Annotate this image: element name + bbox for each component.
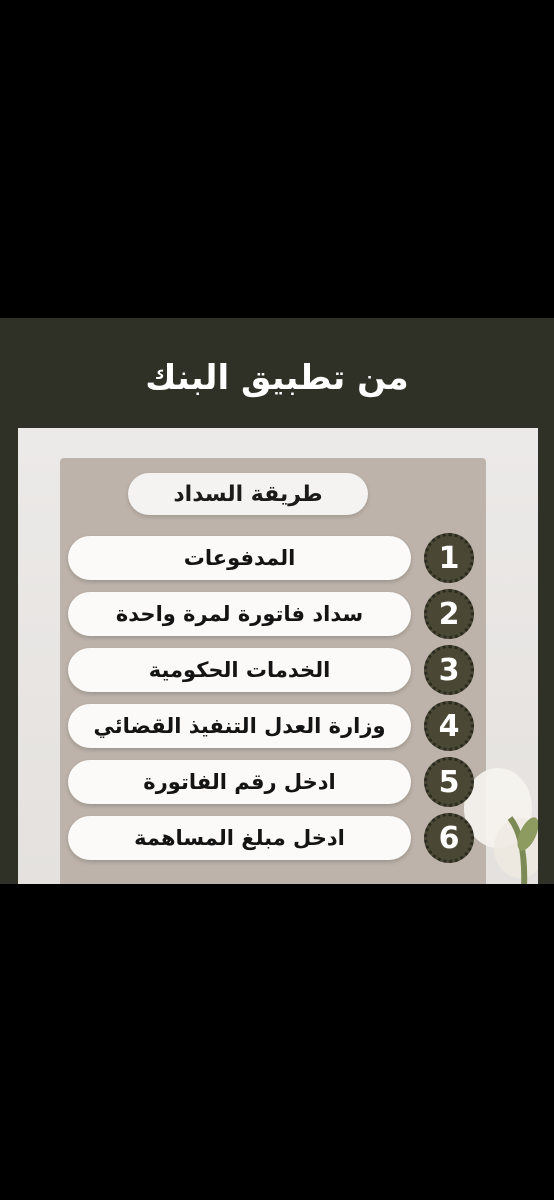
step-number: 5 <box>438 764 460 800</box>
step-text: سداد فاتورة لمرة واحدة <box>68 592 411 636</box>
step-row-4 <box>68 704 488 748</box>
step-text: المدفوعات <box>68 536 411 580</box>
step-row-1 <box>68 536 488 580</box>
step-number-badge <box>424 533 474 583</box>
step-row-2 <box>68 592 488 636</box>
step-number-badge <box>424 757 474 807</box>
step-text: الخدمات الحكومية <box>68 648 411 692</box>
step-text: ادخل رقم الفاتورة <box>68 760 411 804</box>
step-text: وزارة العدل التنفيذ القضائي <box>68 704 411 748</box>
step-number: 6 <box>438 820 460 856</box>
step-row-3 <box>68 648 488 692</box>
step-number-badge <box>424 589 474 639</box>
step-number-badge <box>424 645 474 695</box>
step-number-badge <box>424 813 474 863</box>
step-row-6 <box>68 816 488 860</box>
instruction-image[interactable] <box>0 318 554 884</box>
step-number: 3 <box>438 652 460 688</box>
step-row-5 <box>68 760 488 804</box>
headline: من تطبيق البنك <box>145 358 409 398</box>
step-number: 4 <box>438 708 460 744</box>
step-number: 1 <box>438 540 460 576</box>
subtitle-pill: طريقة السداد <box>128 473 368 515</box>
step-text: ادخل مبلغ المساهمة <box>68 816 411 860</box>
step-number-badge <box>424 701 474 751</box>
step-number: 2 <box>438 596 460 632</box>
